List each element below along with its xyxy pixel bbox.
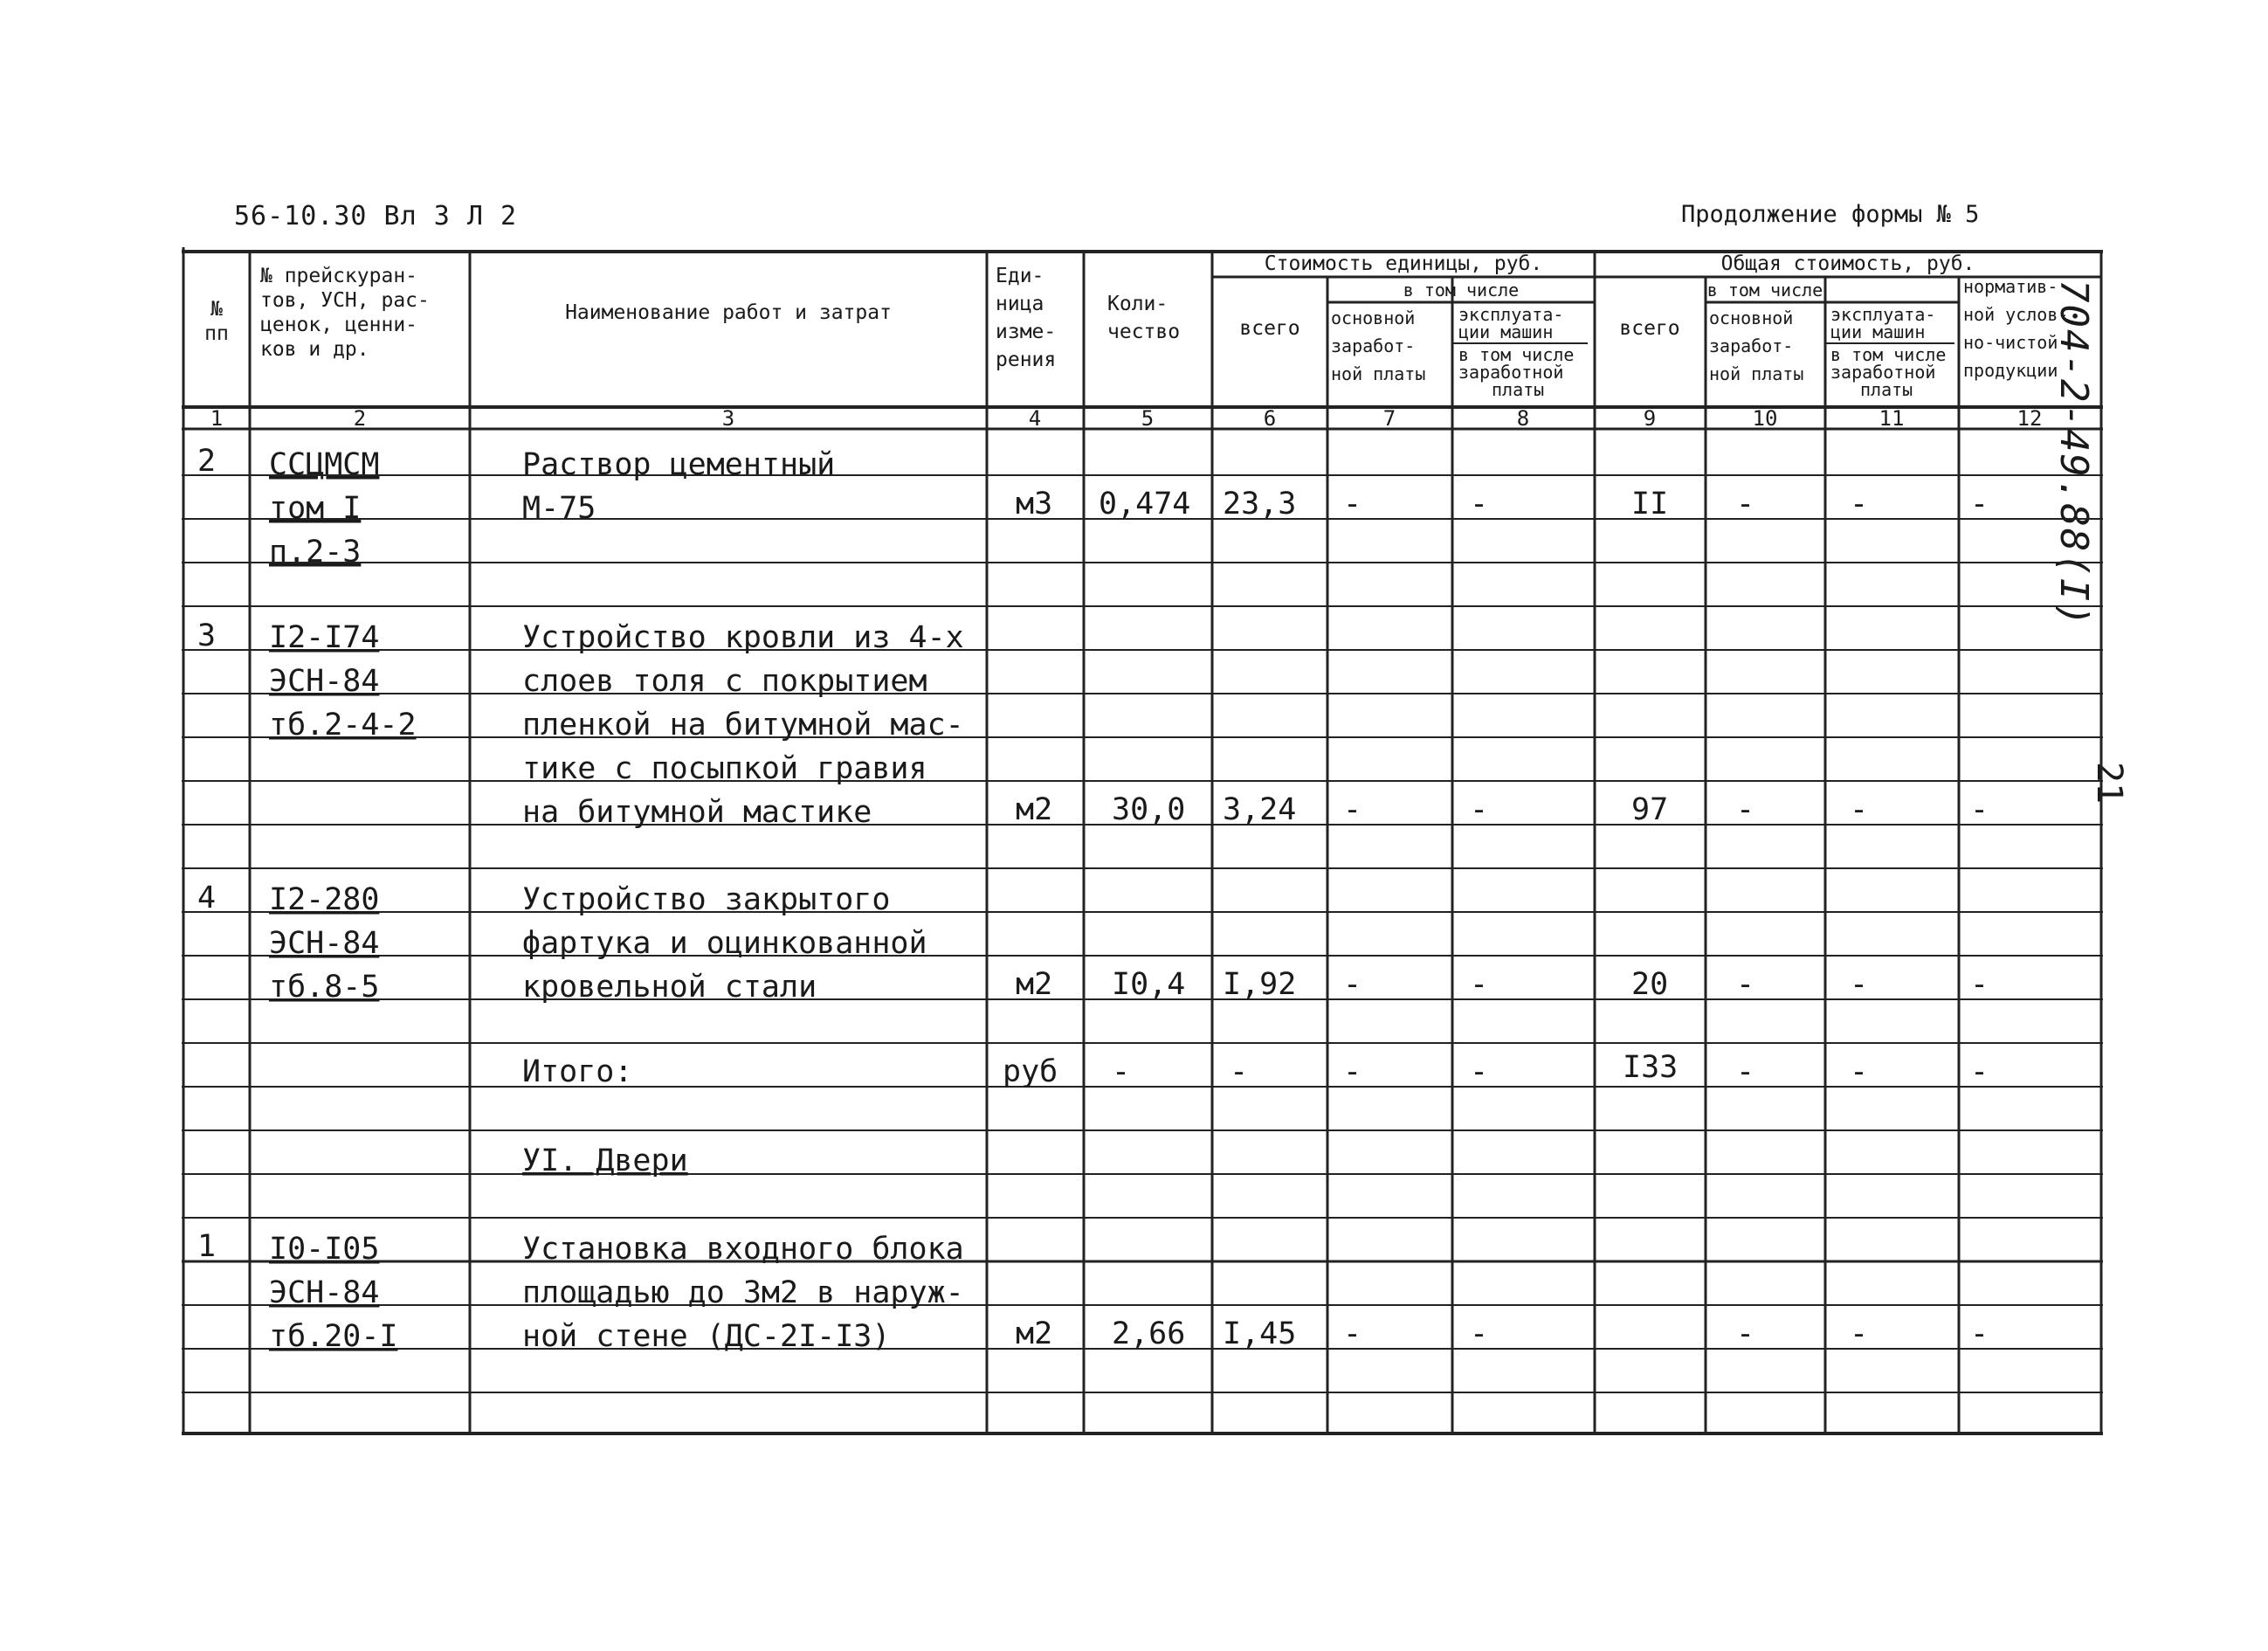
- svg-text:-: -: [1736, 487, 1755, 522]
- svg-text:кровельной стали: кровельной стали: [522, 970, 817, 1005]
- svg-text:-: -: [1736, 1054, 1755, 1089]
- unit-cost-group-header: Стоимость единицы, руб.: [1264, 252, 1543, 275]
- svg-text:заработ-: заработ-: [1331, 335, 1416, 356]
- svg-text:платы: платы: [1492, 379, 1545, 400]
- svg-text:ЭСН-84: ЭСН-84: [269, 664, 380, 699]
- svg-text:-: -: [1736, 967, 1755, 1002]
- col2-header: № прейскуран-: [260, 265, 418, 287]
- svg-text:-: -: [1470, 1054, 1489, 1089]
- svg-text:9: 9: [1643, 406, 1657, 431]
- svg-text:-: -: [1970, 1316, 1989, 1351]
- svg-text:2: 2: [353, 406, 367, 431]
- table-row-item-1: [197, 1229, 1989, 1354]
- svg-text:6: 6: [1263, 406, 1277, 431]
- page-number: 21: [2089, 762, 2129, 805]
- svg-text:заработной: заработной: [1830, 362, 1936, 383]
- col5-header: Коли-: [1107, 293, 1168, 315]
- col3-header: Наименование работ и затрат: [565, 301, 892, 324]
- unit-price: I,45: [1223, 1316, 1297, 1351]
- svg-text:10: 10: [1752, 406, 1778, 431]
- svg-text:на битумной мастике: на битумной мастике: [522, 795, 872, 830]
- svg-text:заработ-: заработ-: [1709, 335, 1794, 356]
- section-heading-doors: [522, 1143, 688, 1178]
- row-number: 1: [197, 1229, 217, 1264]
- svg-text:5: 5: [1141, 406, 1155, 431]
- total-cost: 20: [1631, 967, 1669, 1002]
- table-row-item-4: [197, 881, 1989, 1005]
- svg-text:4: 4: [1028, 406, 1042, 431]
- work-name: Устройство закрытого: [522, 882, 891, 917]
- svg-text:в том числе: в том числе: [1830, 344, 1947, 365]
- svg-text:ной платы: ной платы: [1331, 363, 1426, 384]
- svg-text:12: 12: [2016, 406, 2043, 431]
- total-label: Итого:: [522, 1054, 633, 1089]
- col8-header: эксплуата-: [1458, 304, 1564, 325]
- svg-text:1: 1: [210, 406, 224, 431]
- svg-text:ной платы: ной платы: [1709, 363, 1804, 384]
- svg-text:продукции: продукции: [1963, 360, 2058, 381]
- col9-header: всего: [1619, 317, 1680, 340]
- unit: м3: [1016, 487, 1053, 522]
- svg-text:ции машин: ции машин: [1830, 321, 1926, 342]
- svg-text:-: -: [1736, 792, 1755, 827]
- svg-text:тб.8-5: тб.8-5: [269, 970, 380, 1005]
- total-cost: I33: [1623, 1050, 1679, 1085]
- svg-text:-: -: [1343, 487, 1362, 522]
- unit: руб: [1003, 1054, 1058, 1089]
- svg-text:ница: ница: [996, 293, 1044, 315]
- unit: м2: [1016, 792, 1053, 827]
- svg-text:-: -: [1343, 967, 1362, 1002]
- svg-text:-: -: [1230, 1054, 1249, 1089]
- row-number: 4: [197, 881, 217, 915]
- svg-text:чество: чество: [1107, 321, 1181, 343]
- svg-text:-: -: [1470, 967, 1489, 1002]
- svg-text:ции машин: ции машин: [1458, 321, 1554, 342]
- col1-header: №: [210, 298, 223, 321]
- table-row-item-2: [197, 444, 1989, 570]
- price-code: I2-280: [269, 882, 380, 917]
- price-code: I0-I05: [269, 1232, 380, 1267]
- work-name: Устройство кровли из 4-х: [522, 620, 964, 655]
- svg-text:-: -: [1850, 967, 1869, 1002]
- col12-header: норматив-: [1963, 276, 2058, 297]
- quantity: I0,4: [1112, 967, 1186, 1002]
- svg-text:тике с посыпкой гравия: тике с посыпкой гравия: [522, 751, 927, 786]
- unit: м2: [1016, 1316, 1053, 1351]
- estimate-table: [182, 247, 2103, 1435]
- svg-text:в том числе: в том числе: [1458, 344, 1575, 365]
- col6-header: всего: [1239, 317, 1300, 340]
- table-row-total: [522, 1050, 1989, 1089]
- svg-text:ценок, ценни-: ценок, ценни-: [260, 314, 418, 336]
- unit-price: 3,24: [1223, 792, 1297, 827]
- total-cost: 97: [1631, 792, 1669, 827]
- svg-text:-: -: [1343, 1054, 1362, 1089]
- svg-text:ной стене (ДС-2I-I3): ной стене (ДС-2I-I3): [522, 1319, 891, 1354]
- svg-text:-: -: [1850, 792, 1869, 827]
- svg-text:тб.2-4-2: тб.2-4-2: [269, 708, 417, 743]
- column-number-row: [210, 406, 2043, 431]
- unit-price: I,92: [1223, 967, 1297, 1002]
- svg-text:7: 7: [1382, 406, 1396, 431]
- svg-text:рения: рения: [996, 349, 1057, 371]
- svg-text:ков и др.: ков и др.: [260, 338, 369, 361]
- svg-text:тов, УСН, рас-: тов, УСН, рас-: [260, 289, 430, 312]
- svg-text:том I: том I: [269, 491, 362, 526]
- svg-text:-: -: [1850, 1316, 1869, 1351]
- svg-text:УI. Двери: УI. Двери: [522, 1143, 688, 1178]
- svg-text:-: -: [1470, 792, 1489, 827]
- svg-text:-: -: [1970, 487, 1989, 522]
- svg-text:М-75: М-75: [522, 491, 596, 526]
- svg-text:слоев толя с покрытием: слоев толя с покрытием: [522, 664, 927, 699]
- svg-text:но-чистой: но-чистой: [1963, 332, 2058, 353]
- total-cost-group-header: Общая стоимость, руб.: [1720, 252, 1975, 275]
- svg-text:-: -: [1970, 1054, 1989, 1089]
- svg-text:пп: пп: [204, 322, 229, 345]
- svg-text:изме-: изме-: [996, 321, 1057, 343]
- form-continuation-label: Продолжение формы № 5: [1681, 201, 1980, 228]
- total-incl-header: в том числе: [1706, 280, 1823, 300]
- svg-text:-: -: [1470, 487, 1489, 522]
- col11-header: эксплуата-: [1830, 304, 1936, 325]
- svg-text:тб.20-I: тб.20-I: [269, 1319, 398, 1354]
- row-number: 3: [197, 618, 217, 653]
- work-name: Установка входного блока: [522, 1232, 964, 1267]
- svg-text:8: 8: [1516, 406, 1530, 431]
- table-header: [204, 252, 2068, 400]
- svg-text:-: -: [1112, 1054, 1131, 1089]
- svg-text:-: -: [1343, 1316, 1362, 1351]
- total-cost: II: [1631, 487, 1669, 522]
- col4-header: Еди-: [996, 265, 1044, 287]
- margin-stamp-code: 704-2-49.88(I): [2051, 280, 2096, 628]
- col7-header: основной: [1331, 307, 1416, 328]
- svg-text:п.2-3: п.2-3: [269, 535, 362, 570]
- quantity: 2,66: [1112, 1316, 1186, 1351]
- price-code: ССЦМСМ: [269, 447, 380, 482]
- price-code: I2-I74: [269, 620, 380, 655]
- document-code: 56-10.30 Вл 3 Л 2: [234, 201, 518, 231]
- svg-text:-: -: [1850, 487, 1869, 522]
- svg-text:-: -: [1850, 1054, 1869, 1089]
- svg-text:-: -: [1970, 967, 1989, 1002]
- svg-text:-: -: [1736, 1316, 1755, 1351]
- svg-text:площадью до 3м2 в наруж-: площадью до 3м2 в наруж-: [522, 1275, 964, 1310]
- svg-text:ЭСН-84: ЭСН-84: [269, 1275, 380, 1310]
- col10-header: основной: [1709, 307, 1794, 328]
- svg-text:3: 3: [721, 406, 735, 431]
- svg-text:ной услов-: ной услов-: [1963, 304, 2069, 325]
- quantity: 30,0: [1112, 792, 1186, 827]
- svg-text:пленкой на битумной мас-: пленкой на битумной мас-: [522, 708, 964, 743]
- svg-text:-: -: [1470, 1316, 1489, 1351]
- unit: м2: [1016, 967, 1053, 1002]
- work-name: Раствор цементный: [522, 447, 836, 482]
- unit-incl-header: в том числе: [1403, 280, 1520, 300]
- svg-text:платы: платы: [1860, 379, 1913, 400]
- unit-price: 23,3: [1223, 487, 1297, 522]
- svg-text:-: -: [1970, 792, 1989, 827]
- svg-text:фартука и оцинкованной: фартука и оцинкованной: [522, 926, 927, 961]
- svg-text:ЭСН-84: ЭСН-84: [269, 926, 380, 961]
- row-number: 2: [197, 444, 217, 479]
- quantity: 0,474: [1099, 487, 1191, 522]
- svg-text:заработной: заработной: [1458, 362, 1564, 383]
- svg-text:-: -: [1343, 792, 1362, 827]
- svg-text:11: 11: [1879, 406, 1905, 431]
